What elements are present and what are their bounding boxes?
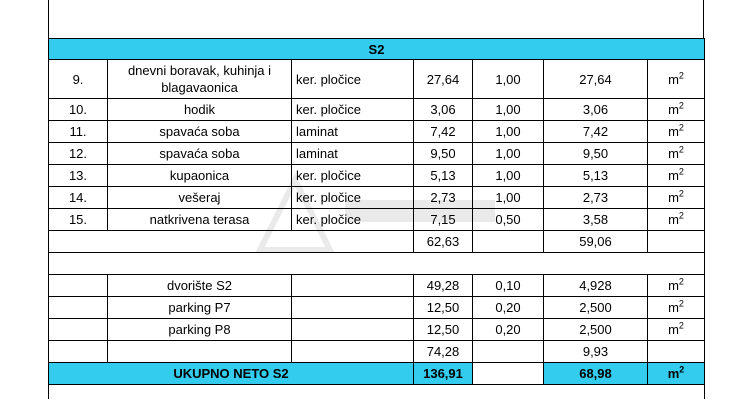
- blank-cell: [108, 341, 292, 363]
- area-value: 7,42: [414, 121, 473, 143]
- net-area-value: 3,58: [544, 209, 648, 231]
- table-row: [49, 187, 705, 209]
- table-row: [49, 165, 705, 187]
- table-row: [49, 99, 705, 121]
- unit-cell: $m^2$: [648, 209, 705, 231]
- blank-cell: [648, 341, 705, 363]
- row-number: 13.: [49, 165, 108, 187]
- left-border-line: [48, 0, 49, 40]
- floor-type: [292, 319, 414, 341]
- empty-row: [49, 253, 705, 275]
- table-row: [49, 143, 705, 165]
- coefficient-value: 0,20: [473, 319, 544, 341]
- coefficient-value: 0,10: [473, 275, 544, 297]
- table-row: [49, 319, 705, 341]
- unit-cell: $m^2$: [648, 297, 705, 319]
- coefficient-value: 0,20: [473, 297, 544, 319]
- floor-type: [292, 275, 414, 297]
- net-area-value: 2,500: [544, 319, 648, 341]
- total-label: UKUPNO NETO S2: [49, 363, 414, 385]
- room-name: parking P7: [108, 297, 292, 319]
- unit-cell: $m^2$: [648, 60, 705, 99]
- net-area-value: 9,50: [544, 143, 648, 165]
- net-area-value: 5,13: [544, 165, 648, 187]
- room-name: parking P8: [108, 319, 292, 341]
- unit-cell: $m^2$: [648, 99, 705, 121]
- room-name: dnevni boravak, kuhinja i blagavaonica: [108, 60, 292, 99]
- net-area-value: 2,73: [544, 187, 648, 209]
- blank-cell: [49, 341, 108, 363]
- table-row: [49, 297, 705, 319]
- area-value: 7,15: [414, 209, 473, 231]
- net-area-value: 7,42: [544, 121, 648, 143]
- floor-type: ker. pločice: [292, 165, 414, 187]
- room-name: spavaća soba: [108, 121, 292, 143]
- section-header-row: [49, 39, 705, 60]
- total-area: 136,91: [414, 363, 473, 385]
- net-area-value: 2,500: [544, 297, 648, 319]
- unit-cell: $m^2$: [648, 275, 705, 297]
- row-number: 10.: [49, 99, 108, 121]
- area-value: 12,50: [414, 297, 473, 319]
- subtotal-net: 9,93: [544, 341, 648, 363]
- floor-type: [292, 297, 414, 319]
- row-number: 15.: [49, 209, 108, 231]
- subtotal-area: 74,28: [414, 341, 473, 363]
- unit-cell: $m^2$: [648, 143, 705, 165]
- area-value: 49,28: [414, 275, 473, 297]
- row-number: [49, 297, 108, 319]
- coefficient-value: 1,00: [473, 187, 544, 209]
- row-number: 12.: [49, 143, 108, 165]
- room-name: dvorište S2: [108, 275, 292, 297]
- area-value: 2,73: [414, 187, 473, 209]
- total-net: 68,98: [544, 363, 648, 385]
- net-area-value: 27,64: [544, 60, 648, 99]
- table-row: [49, 60, 705, 99]
- table-row: [49, 209, 705, 231]
- table-row: [49, 121, 705, 143]
- coefficient-value: 1,00: [473, 60, 544, 99]
- subtotal-row: [49, 341, 705, 363]
- floor-type: laminat: [292, 121, 414, 143]
- floor-type: ker. pločice: [292, 209, 414, 231]
- unit-cell: $m^2$: [648, 165, 705, 187]
- unit-cell: $m^2$: [648, 121, 705, 143]
- blank-cell: [473, 231, 544, 253]
- blank-cell: [648, 231, 705, 253]
- floor-type: ker. pločice: [292, 187, 414, 209]
- floor-type: laminat: [292, 143, 414, 165]
- right-border-line: [703, 0, 704, 40]
- net-area-value: 4,928: [544, 275, 648, 297]
- subtotal-row: [49, 231, 705, 253]
- row-number: 9.: [49, 60, 108, 99]
- floor-type: ker. pločice: [292, 99, 414, 121]
- trailing-blank: [49, 385, 705, 400]
- unit-cell: $m^2$: [648, 319, 705, 341]
- row-number: [49, 275, 108, 297]
- coefficient-value: 0,50: [473, 209, 544, 231]
- blank-cell: [49, 231, 414, 253]
- coefficient-value: 1,00: [473, 165, 544, 187]
- blank-cell: [49, 253, 705, 275]
- row-number: [49, 319, 108, 341]
- room-name: natkrivena terasa: [108, 209, 292, 231]
- room-name: spavaća soba: [108, 143, 292, 165]
- net-area-value: 3,06: [544, 99, 648, 121]
- area-table: [48, 38, 705, 399]
- trailing-row: [49, 385, 705, 400]
- row-number: 14.: [49, 187, 108, 209]
- room-name: kupaonica: [108, 165, 292, 187]
- total-row: [49, 363, 705, 385]
- row-number: 11.: [49, 121, 108, 143]
- subtotal-area: 62,63: [414, 231, 473, 253]
- unit-cell: $m^2$: [648, 363, 705, 385]
- unit-cell: $m^2$: [648, 187, 705, 209]
- room-name: vešeraj: [108, 187, 292, 209]
- area-value: 12,50: [414, 319, 473, 341]
- floor-type: ker. pločice: [292, 60, 414, 99]
- blank-cell: [473, 341, 544, 363]
- area-value: 3,06: [414, 99, 473, 121]
- room-name: hodik: [108, 99, 292, 121]
- area-value: 27,64: [414, 60, 473, 99]
- blank-cell: [292, 341, 414, 363]
- area-value: 9,50: [414, 143, 473, 165]
- section-title: S2: [49, 39, 705, 60]
- coefficient-value: 1,00: [473, 99, 544, 121]
- coefficient-value: 1,00: [473, 143, 544, 165]
- area-value: 5,13: [414, 165, 473, 187]
- subtotal-net: 59,06: [544, 231, 648, 253]
- blank-cell: [473, 363, 544, 385]
- table-row: [49, 275, 705, 297]
- coefficient-value: 1,00: [473, 121, 544, 143]
